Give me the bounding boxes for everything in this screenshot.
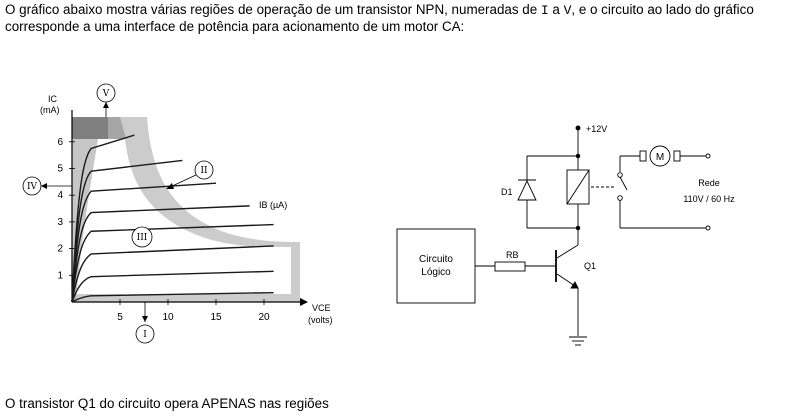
ib-label: IB (µA) [259, 200, 288, 210]
transistor-label: Q1 [584, 261, 597, 271]
range-from: I [540, 3, 549, 18]
region-i-marker [136, 302, 154, 343]
y-tick-label: 5 [57, 163, 63, 175]
y-axis-label: IC [48, 94, 57, 104]
logic-label-line2: Lógico [421, 267, 451, 278]
svg-text:III: III [136, 233, 148, 243]
region-iii-marker [132, 227, 152, 247]
svg-text:I: I [143, 330, 147, 340]
transistor-q1 [556, 238, 578, 336]
svg-text:II: II [200, 166, 208, 176]
x-axis-unit: (volts) [308, 315, 333, 325]
mains-terminal-top [706, 154, 710, 158]
diode-d1 [518, 180, 536, 200]
y-tick-label: 1 [57, 270, 63, 282]
motor-label: M [655, 152, 665, 163]
mains-terminal-bottom [706, 226, 710, 230]
logic-block [397, 229, 475, 303]
ground [569, 337, 587, 345]
question-outro: O transistor Q1 do circuito opera APENAS nas regiões [5, 396, 329, 411]
x-tick-label: 15 [210, 312, 222, 323]
range-to: V [563, 3, 572, 18]
diode-label: D1 [501, 187, 513, 197]
intro-part1: O gráfico abaixo mostra várias regiões de operação de um transistor NPN, numeradas de [5, 2, 541, 17]
resistor-label: RB [506, 250, 519, 260]
transistor-graph [23, 84, 333, 343]
x-axis-arrow [300, 298, 308, 306]
y-axis-unit: (mA) [40, 105, 60, 115]
resistor-rb [495, 262, 525, 271]
range-word: a [548, 2, 564, 17]
mains-label-line1: Rede [698, 178, 720, 188]
x-tick-label: 10 [162, 312, 174, 323]
supply-label: +12V [586, 124, 608, 134]
logic-label-line1: Circuito [419, 254, 453, 265]
x-tick-label: 20 [258, 312, 270, 323]
relay-switch [618, 156, 706, 228]
y-tick-label: 3 [57, 216, 63, 228]
y-tick-label: 6 [57, 136, 63, 148]
y-tick-label: 4 [57, 190, 63, 202]
x-axis-label: VCE [312, 303, 331, 313]
region-v-marker [97, 84, 115, 117]
intro-part2: , e o circuito ao lado do gráfico corresponde a uma interface de potência para acionamento de um motor CA: [5, 2, 754, 34]
svg-text:V: V [102, 89, 110, 99]
svg-text:IV: IV [26, 182, 38, 192]
region-v-fill [72, 117, 108, 139]
region-iv-marker [23, 177, 72, 195]
supply-node [576, 126, 580, 130]
y-tick-label: 2 [57, 243, 63, 255]
mains-label-line2: 110V / 60 Hz [683, 194, 735, 204]
x-tick-label: 5 [117, 312, 123, 323]
